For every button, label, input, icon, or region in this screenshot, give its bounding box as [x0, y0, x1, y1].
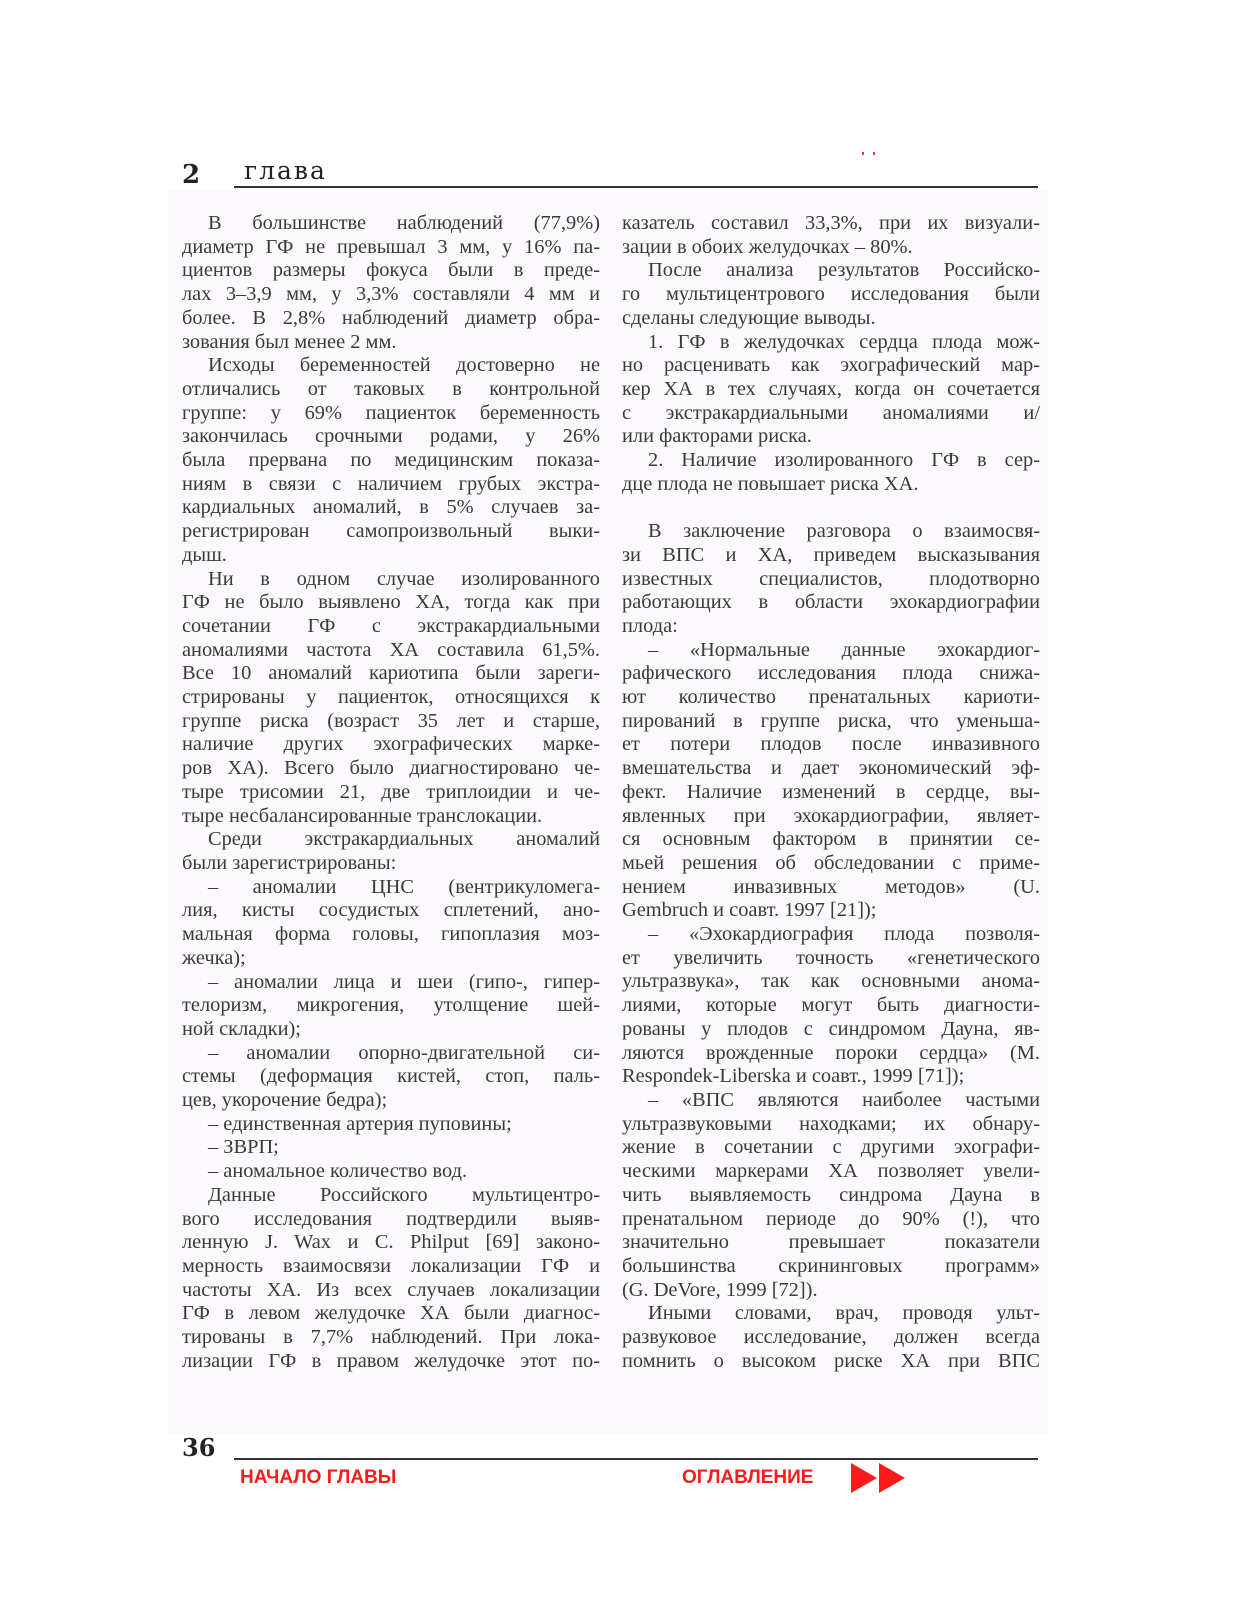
text-line: тыре несбалансированные транслокации.	[182, 804, 543, 827]
text-line: кардиальных аномалий, в 5% случаев за-	[182, 496, 600, 519]
text-line: ной складки);	[182, 1017, 301, 1040]
text-line: го мультицентрового исследования были	[622, 283, 1040, 306]
text-line: цев, укорочение бедра);	[182, 1089, 388, 1112]
text-line: ют количество пренатальных кариоти-	[622, 686, 1040, 709]
text-line: наличие других эхографических марке-	[182, 733, 600, 756]
red-mark-icon	[862, 152, 876, 156]
text-line: Все 10 аномалий кариотипа были зареги-	[182, 662, 600, 685]
text-line: отличались от таковых в контрольной	[182, 377, 600, 400]
text-line: частоты ХА. Из всех случаев локализации	[182, 1278, 600, 1301]
text-line: вмешательства и дает экономический эф-	[622, 757, 1040, 780]
text-line: зации в обоих желудочках – 80%.	[622, 235, 913, 258]
text-line: – «Нормальные данные эхокардиог-	[648, 638, 1040, 661]
text-line: ультразвуковыми находками; их обнару-	[622, 1112, 1040, 1135]
text-line: известных специалистов, плодотворно	[622, 567, 1040, 590]
text-line: ет потери плодов после инвазивного	[622, 733, 1040, 756]
text-line: – аномалии лица и шеи (гипо-, гипер-	[208, 970, 600, 993]
text-line: пренатальном периоде до 90% (!), что	[622, 1207, 1040, 1230]
text-line: или факторами риска.	[622, 425, 812, 448]
text-line: жение в сочетании с другими эхографи-	[622, 1136, 1040, 1159]
text-line: регистрирован самопроизвольный выки-	[182, 520, 600, 543]
text-line: фект. Наличие изменений в сердце, вы-	[622, 780, 1040, 803]
header-rule	[234, 186, 1038, 188]
text-line: тыре трисомии 21, две триплоидии и че-	[182, 780, 600, 803]
text-line: ленную J. Wax и C. Philput [69] законо-	[182, 1231, 600, 1254]
text-line: Среди экстракардиальных аномалий	[208, 828, 600, 851]
text-line: – аномалии опорно-двигательной си-	[208, 1041, 600, 1064]
text-line: значительно превышает показатели	[622, 1231, 1040, 1254]
text-line: рованы у плодов с синдромом Дауна, яв-	[622, 1017, 1040, 1040]
text-line: работающих в области эхокардиографии	[622, 591, 1040, 614]
text-line: аномалиями частота ХА составила 61,5%.	[182, 638, 600, 661]
text-line: с экстракардиальными аномалиями и/	[622, 401, 1040, 424]
chapter-start-link[interactable]: НАЧАЛО ГЛАВЫ	[240, 1467, 397, 1488]
left-column	[182, 212, 600, 1373]
text-line: В заключение разговора о взаимосвя-	[648, 520, 1040, 543]
text-line: лия, кисты сосудистых сплетений, ано-	[182, 899, 600, 922]
text-line: группе риска (возраст 35 лет и старше,	[182, 709, 600, 732]
text-line: закончилась срочными родами, у 26%	[182, 425, 600, 448]
paragraph-gap	[622, 496, 1040, 520]
text-line: ческими маркерами ХА позволяет увели-	[622, 1160, 1040, 1183]
text-line: зования был менее 2 мм.	[182, 330, 397, 353]
text-line: казатель составил 33,3%, при их визуали-	[622, 212, 1040, 234]
text-line: чить выявляемость синдрома Дауна в	[622, 1183, 1040, 1206]
text-line: жечка);	[182, 946, 246, 969]
text-line: дце плода не повышает риска ХА.	[622, 472, 919, 495]
text-line: ляются врожденные пороки сердца» (M.	[622, 1041, 1040, 1064]
text-line: Исходы беременностей достоверно не	[208, 354, 600, 377]
text-line: циентов размеры фокуса были в преде-	[182, 259, 600, 282]
page-number: 36	[182, 1433, 216, 1462]
text-line: Данные Российского мультицентро-	[208, 1183, 600, 1206]
text-line: диаметр ГФ не превышал 3 мм, у 16% па-	[182, 235, 600, 258]
text-line: пирований в группе риска, что уменьша-	[622, 709, 1040, 732]
text-line: ниям в связи с наличием грубых экстра-	[182, 472, 600, 495]
text-line: сделаны следующие выводы.	[622, 306, 876, 329]
text-line: – аномалии ЦНС (вентрикуломега-	[208, 875, 600, 898]
text-line: ГФ в левом желудочке ХА были диагнос-	[182, 1302, 600, 1325]
text-line: кер ХА в тех случаях, когда он сочетается	[622, 377, 1040, 400]
text-line: В большинстве наблюдений (77,9%)	[208, 212, 600, 234]
text-line: развуковое исследование, должен всегда	[622, 1326, 1040, 1349]
text-line: стрированы у пациенток, относящихся к	[182, 686, 600, 709]
text-line: сочетании ГФ с экстракардиальными	[182, 614, 600, 637]
text-line: была прервана по медицинским показа-	[182, 449, 600, 472]
text-line: дыш.	[182, 543, 227, 566]
text-line: плода:	[622, 614, 678, 637]
text-line: Ни в одном случае изолированного	[208, 567, 600, 590]
text-line: более. В 2,8% наблюдений диаметр обра-	[182, 306, 600, 329]
text-line: (G. DeVore, 1999 [72]).	[622, 1278, 818, 1301]
text-line: стемы (деформация кистей, стоп, паль-	[182, 1065, 600, 1088]
text-line: Respondek-Liberska и соавт., 1999 [71]);	[622, 1065, 965, 1088]
text-line: 1. ГФ в желудочках сердца плода мож-	[648, 330, 1040, 353]
text-line: зи ВПС и ХА, приведем высказывания	[622, 543, 1040, 566]
text-line: но расценивать как эхографический мар-	[622, 354, 1040, 377]
text-line: мерность взаимосвязи локализации ГФ и	[182, 1254, 600, 1277]
text-line: ров ХА). Всего было диагностировано че-	[182, 757, 600, 780]
text-line: были зарегистрированы:	[182, 851, 397, 874]
text-line: 2. Наличие изолированного ГФ в сер-	[648, 449, 1040, 472]
text-line: нением инвазивных методов» (U.	[622, 875, 1040, 898]
chapter-number: 2	[182, 160, 201, 190]
text-line: лах 3–3,9 мм, у 3,3% составляли 4 мм и	[182, 283, 600, 306]
text-line: тированы в 7,7% наблюдений. При лока-	[182, 1326, 600, 1349]
footer-rule	[234, 1458, 1038, 1460]
text-line: Иными словами, врач, проводя ульт-	[648, 1302, 1040, 1325]
text-line: – «Эхокардиография плода позволя-	[648, 923, 1040, 946]
text-line: – аномальное количество вод.	[208, 1160, 468, 1183]
text-line: Gembruch и соавт. 1997 [21]);	[622, 899, 877, 922]
right-column	[622, 212, 1040, 1373]
text-line: мьей решения об обследовании с приме-	[622, 851, 1040, 874]
text-line: вого исследования подтвердили выяв-	[182, 1207, 600, 1230]
text-line: лиями, которые могут быть диагности-	[622, 994, 1040, 1017]
text-line: телоризм, микрогения, утолщение шей-	[182, 994, 600, 1017]
text-line: группе: у 69% пациенток беременность	[182, 401, 600, 424]
text-line: – «ВПС являются наиболее частыми	[648, 1089, 1040, 1111]
text-line: рафического исследования плода снижа-	[622, 662, 1040, 685]
text-line: – ЗВРП;	[208, 1136, 279, 1159]
text-line: мальная форма головы, гипоплазия моз-	[182, 923, 600, 946]
text-line: ся основным фактором в принятии се-	[622, 828, 1040, 851]
chapter-label: глава	[244, 156, 327, 185]
text-line: ГФ не было выявлено ХА, тогда как при	[182, 591, 600, 614]
double-arrow-right-icon[interactable]	[851, 1463, 907, 1493]
text-line: большинства скрининговых программ»	[622, 1254, 1040, 1277]
text-line: После анализа результатов Российско-	[648, 259, 1040, 282]
text-line: ультразвука», так как основными анома-	[622, 970, 1040, 993]
text-line: помнить о высоком риске ХА при ВПС	[622, 1349, 1040, 1372]
text-line: лизации ГФ в правом желудочке этот по-	[182, 1349, 600, 1372]
text-line: – единственная артерия пуповины;	[208, 1112, 512, 1135]
text-line: явленных при эхокардиографии, являет-	[622, 804, 1040, 827]
text-line: ет увеличить точность «генетического	[622, 946, 1040, 969]
table-of-contents-link[interactable]: ОГЛАВЛЕНИЕ	[682, 1467, 814, 1488]
